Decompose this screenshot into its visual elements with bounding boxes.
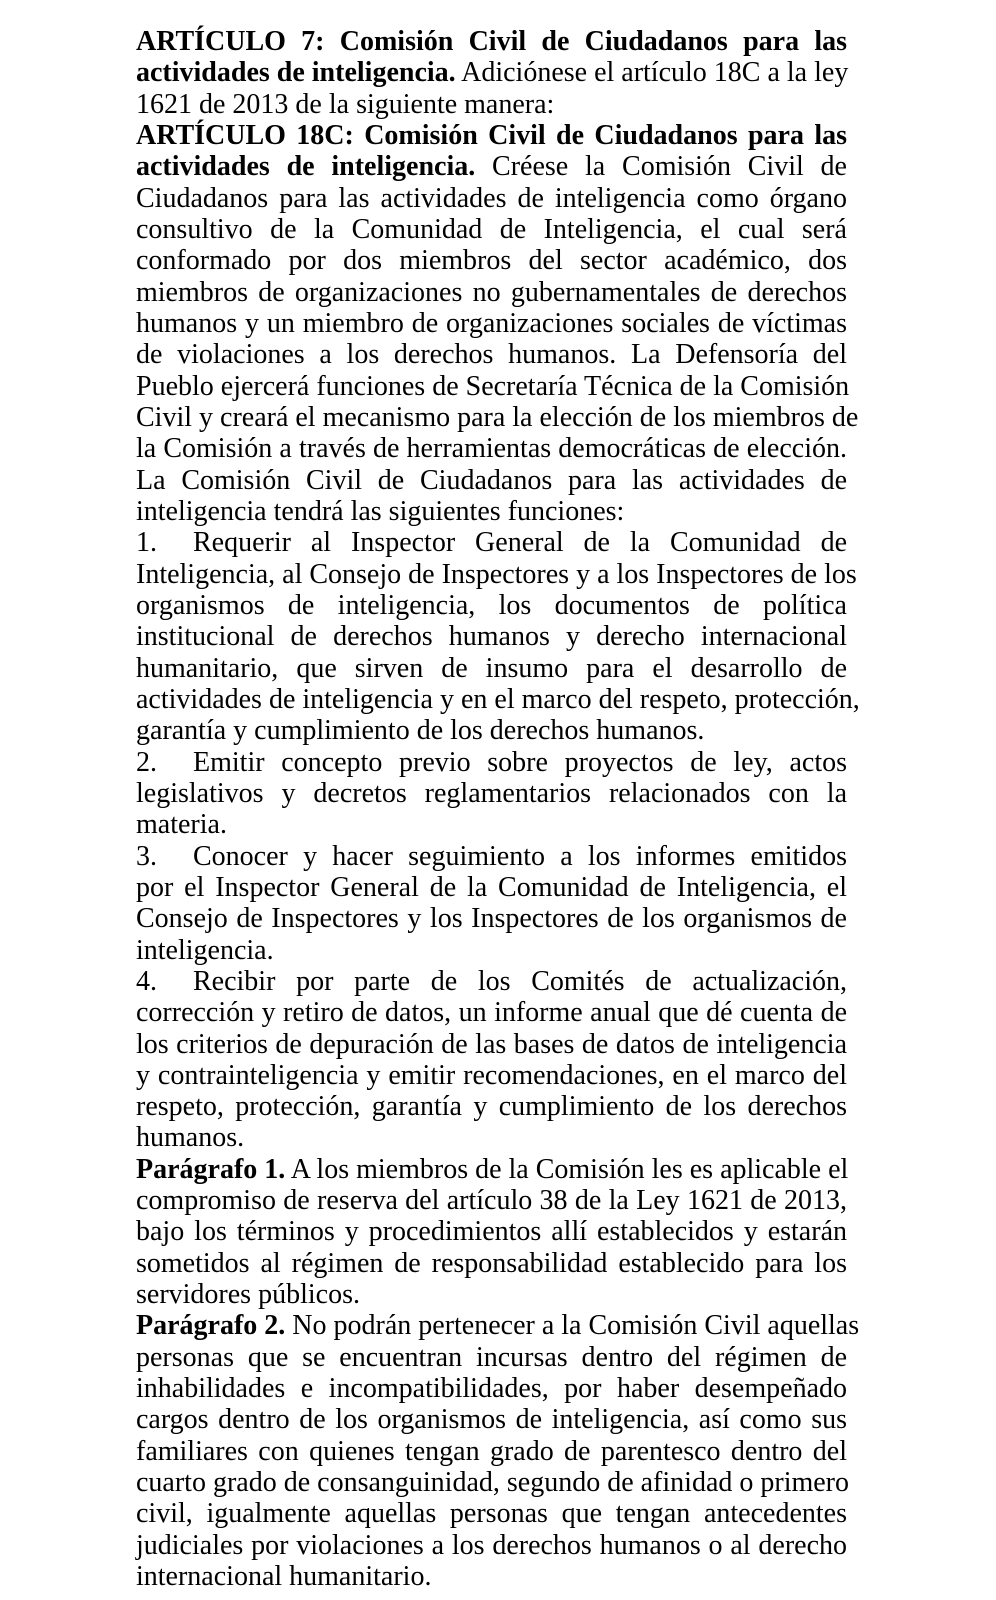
text-run: cuarto grado de consanguinidad, segundo de afinidad o primero bbox=[136, 1467, 850, 1499]
text-line bbox=[136, 26, 847, 57]
text-line bbox=[136, 89, 847, 120]
text-line bbox=[136, 465, 847, 496]
text-line bbox=[136, 214, 847, 245]
bold-text-run: Parágrafo 1. bbox=[136, 1153, 286, 1185]
text-line bbox=[136, 527, 847, 558]
text-line bbox=[136, 1404, 847, 1435]
text-run: de violaciones a los derechos humanos. La Defensoría del bbox=[136, 339, 847, 371]
bold-text-run: actividades de inteligencia. bbox=[136, 57, 456, 89]
article-text-block bbox=[136, 26, 860, 1593]
bold-text-run: actividades de inteligencia. bbox=[136, 151, 476, 183]
text-line bbox=[136, 120, 847, 151]
text-line bbox=[136, 621, 847, 652]
text-line bbox=[136, 1498, 847, 1529]
text-line bbox=[136, 809, 847, 840]
text-line bbox=[136, 245, 847, 276]
text-run: Recibir por parte de los Comités de actualización, bbox=[193, 965, 847, 997]
text-run: legislativos y decretos reglamentarios relacionados con la bbox=[136, 777, 847, 809]
text-line bbox=[136, 747, 847, 778]
text-run: y contrainteligencia y emitir recomendaciones, en el marco del bbox=[136, 1059, 847, 1091]
text-run: humanitario, que sirven de insumo para el desarrollo de bbox=[136, 652, 847, 684]
text-run: inhabilidades e incompatibilidades, por haber desempeñado bbox=[136, 1373, 847, 1405]
text-run: Créese la Comisión Civil de bbox=[475, 151, 847, 183]
text-run: Ciudadanos para las actividades de inteligencia como órgano bbox=[136, 182, 847, 214]
text-run: inteligencia. bbox=[136, 934, 274, 966]
list-number: 2. bbox=[136, 746, 157, 778]
text-line bbox=[136, 308, 847, 339]
bold-text-run: ARTÍCULO 18C: Comisión Civil de Ciudadanos para las bbox=[136, 119, 847, 151]
text-run: humanos. bbox=[136, 1122, 245, 1154]
list-number: 1. bbox=[136, 527, 157, 559]
text-line bbox=[136, 935, 847, 966]
text-line bbox=[136, 997, 847, 1028]
text-line bbox=[136, 1279, 847, 1310]
text-run: Consejo de Inspectores y los Inspectores de los organismos de bbox=[136, 903, 847, 935]
text-run: bajo los términos y procedimientos allí establecidos y estarán bbox=[136, 1216, 847, 1248]
text-line bbox=[136, 966, 847, 997]
text-run: civil, igualmente aquellas personas que tengan antecedentes bbox=[136, 1498, 847, 1530]
text-line bbox=[136, 1060, 847, 1091]
text-line bbox=[136, 590, 847, 621]
text-run: corrección y retiro de datos, un informe anual que dé cuenta de bbox=[136, 997, 847, 1029]
text-run: organismos de inteligencia, los documentos de política bbox=[136, 589, 847, 621]
text-line bbox=[136, 57, 847, 88]
text-run: cargos dentro de los organismos de inteligencia, así como sus bbox=[136, 1404, 847, 1436]
text-run: Conocer y hacer seguimiento a los informes emitidos bbox=[193, 840, 847, 872]
text-line bbox=[136, 903, 847, 934]
text-line bbox=[136, 1530, 847, 1561]
text-run: por el Inspector General de la Comunidad de Inteligencia, el bbox=[136, 871, 847, 903]
text-line bbox=[136, 683, 860, 715]
text-run: respeto, protección, garantía y cumplimiento de los derechos bbox=[136, 1091, 847, 1123]
text-run: Adiciónese el artículo 18C a la ley bbox=[455, 57, 849, 89]
text-line bbox=[136, 715, 847, 746]
text-run: inteligencia tendrá las siguientes funciones: bbox=[136, 495, 625, 527]
text-run: judiciales por violaciones a los derechos humanos o al derecho bbox=[136, 1529, 847, 1561]
text-line bbox=[136, 1467, 850, 1499]
list-number: 3. bbox=[136, 840, 157, 872]
text-line bbox=[136, 401, 859, 433]
text-line bbox=[136, 1436, 847, 1467]
text-line bbox=[136, 339, 847, 370]
text-run: Inteligencia, al Consejo de Inspectores y a los Inspectores de los bbox=[136, 558, 857, 590]
text-line bbox=[136, 1342, 847, 1373]
text-line bbox=[136, 872, 847, 903]
list-number: 4. bbox=[136, 965, 157, 997]
text-run: Emitir concepto previo sobre proyectos de ley, actos bbox=[193, 746, 847, 778]
text-line bbox=[136, 433, 847, 464]
text-run: Civil y creará el mecanismo para la elección de los miembros de bbox=[136, 401, 859, 433]
text-run: consultivo de la Comunidad de Inteligencia, el cual será bbox=[136, 213, 847, 245]
text-run: La Comisión Civil de Ciudadanos para las actividades de bbox=[136, 464, 847, 496]
bold-text-run: ARTÍCULO 7: Comisión Civil de Ciudadanos para las bbox=[136, 26, 847, 57]
text-line bbox=[136, 151, 847, 182]
text-run: los criterios de depuración de las bases de datos de inteligencia bbox=[136, 1028, 847, 1060]
text-line bbox=[136, 1561, 847, 1592]
text-line bbox=[136, 1122, 847, 1153]
text-run: Requerir al Inspector General de la Comunidad de bbox=[193, 527, 847, 559]
text-run: internacional humanitario. bbox=[136, 1561, 432, 1593]
text-run: garantía y cumplimiento de los derechos humanos. bbox=[136, 715, 705, 747]
text-line bbox=[136, 277, 847, 308]
text-run: institucional de derechos humanos y derecho internacional bbox=[136, 621, 847, 653]
text-run: la Comisión a través de herramientas democráticas de elección. bbox=[136, 433, 847, 465]
text-run: compromiso de reserva del artículo 38 de la Ley 1621 de 2013, bbox=[136, 1185, 847, 1217]
text-run: humanos y un miembro de organizaciones sociales de víctimas bbox=[136, 307, 847, 339]
text-run: miembros de organizaciones no gubernamentales de derechos bbox=[136, 276, 847, 308]
text-line bbox=[136, 841, 847, 872]
text-line bbox=[136, 1154, 847, 1185]
text-line bbox=[136, 496, 847, 527]
text-line bbox=[136, 1248, 847, 1279]
text-run: servidores públicos. bbox=[136, 1279, 360, 1311]
text-run: Pueblo ejercerá funciones de Secretaría Técnica de la Comisión bbox=[136, 370, 850, 402]
text-run: familiares con quienes tengan grado de parentesco dentro del bbox=[136, 1435, 847, 1467]
text-line bbox=[136, 1185, 847, 1216]
text-line bbox=[136, 1091, 847, 1122]
text-run: conformado por dos miembros del sector académico, dos bbox=[136, 245, 847, 277]
text-run: sometidos al régimen de responsabilidad establecido para los bbox=[136, 1247, 847, 1279]
bold-text-run: Parágrafo 2. bbox=[136, 1310, 286, 1342]
text-run: A los miembros de la Comisión les es aplicable el bbox=[285, 1153, 849, 1185]
text-line bbox=[136, 653, 847, 684]
text-line bbox=[136, 778, 847, 809]
text-run: personas que se encuentran incursas dentro del régimen de bbox=[136, 1341, 847, 1373]
text-line bbox=[136, 1029, 847, 1060]
text-line bbox=[136, 1310, 860, 1342]
text-line bbox=[136, 558, 857, 590]
text-line bbox=[136, 1373, 847, 1404]
text-run: 1621 de 2013 de la siguiente manera: bbox=[136, 88, 555, 120]
text-run: actividades de inteligencia y en el marco del respeto, protección, bbox=[136, 683, 860, 715]
text-line bbox=[136, 370, 850, 402]
text-line bbox=[136, 183, 847, 214]
text-run: materia. bbox=[136, 809, 227, 841]
text-line bbox=[136, 1216, 847, 1247]
text-run: No podrán pertenecer a la Comisión Civil aquellas bbox=[285, 1310, 860, 1342]
